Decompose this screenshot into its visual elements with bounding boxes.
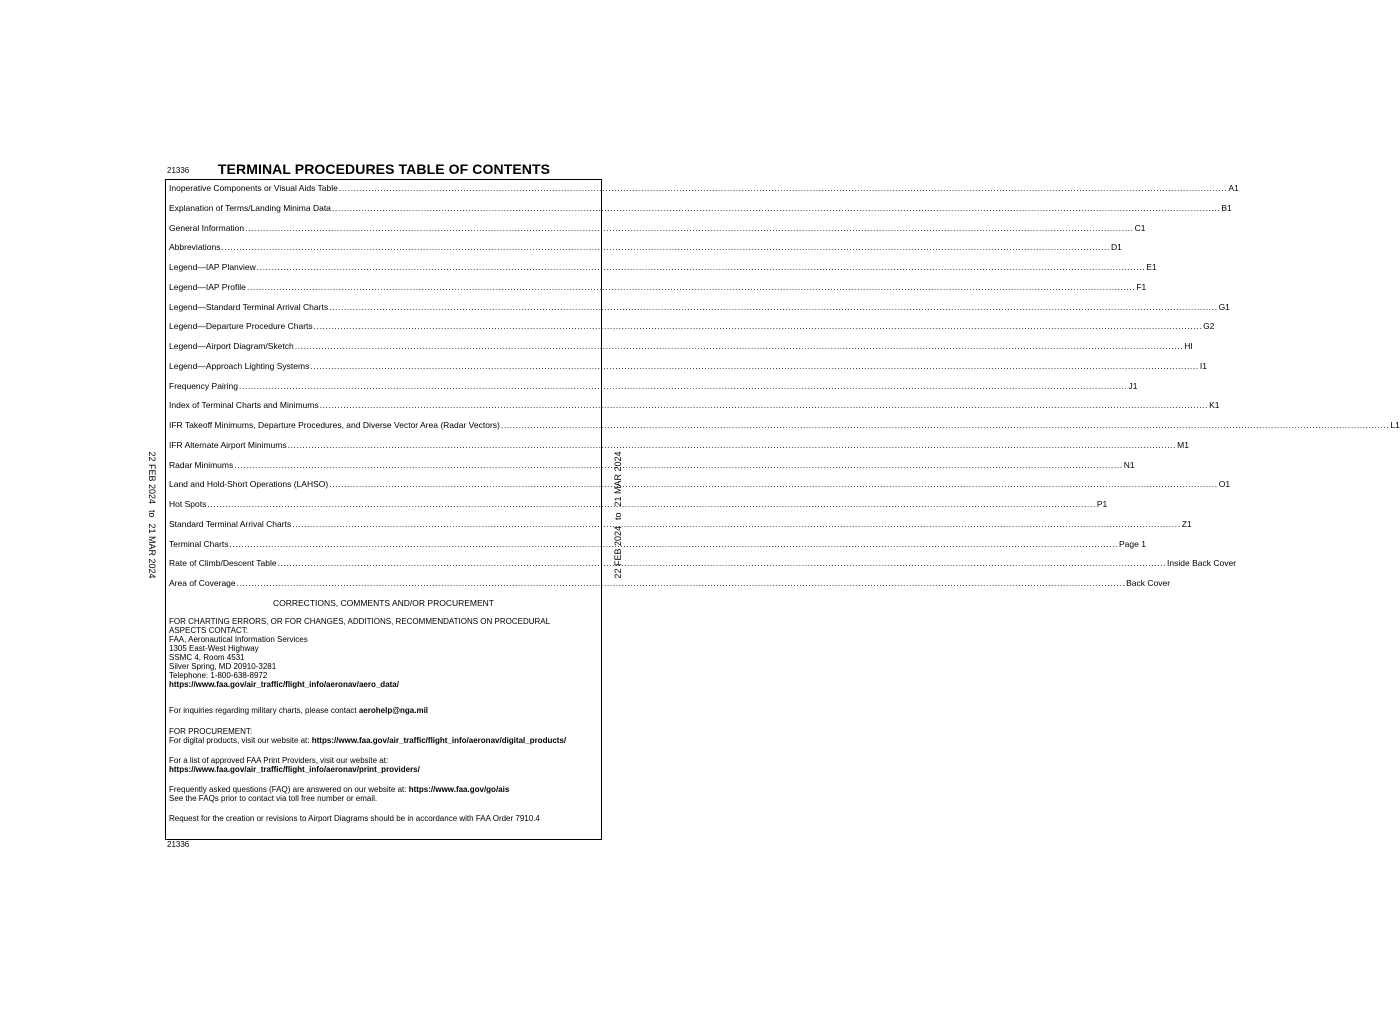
validity-start: 22 FEB 2024 [147, 451, 157, 504]
toc-row[interactable] [169, 281, 1147, 296]
toc-label: Inoperative Components or Visual Aids Table [169, 183, 338, 193]
faq-block [169, 785, 598, 803]
toc-leader-dots: ............................................................................................................................................................................................................................................................................................................ [294, 341, 1184, 351]
toc-leader-dots: ............................................................................................................................................................................................................................................................................................................ [245, 222, 1134, 233]
page-title: TERMINAL PROCEDURES TABLE OF CONTENTS [217, 161, 551, 177]
toc-page: Z1 [1181, 518, 1192, 529]
toc-label: Standard Terminal Arrival Charts [169, 518, 292, 529]
validity-end: 21 MAR 2024 [147, 523, 157, 579]
toc-label: Index of Terminal Charts and Minimums [169, 400, 319, 411]
toc-leader-dots: ............................................................................................................................................................................................................................................................................................................ [234, 459, 1123, 470]
toc-row[interactable] [169, 380, 1138, 395]
toc-page: N1 [1123, 459, 1135, 470]
toc-row[interactable] [169, 439, 1189, 454]
toc-label: Frequency Pairing [169, 380, 238, 391]
contact-intro-1: FOR CHARTING ERRORS, OR FOR CHANGES, ADDITIONS, RECOMMENDATIONS ON PROCEDURAL [169, 617, 551, 626]
toc-page: C1 [1134, 222, 1146, 233]
toc-leader-dots: ............................................................................................................................................................................................................................................................................................................ [236, 578, 1126, 588]
print-providers-block [169, 756, 598, 774]
toc-label: Area of Coverage [169, 578, 236, 588]
validity-dates-left [147, 435, 157, 595]
toc-page: I1 [1199, 360, 1207, 371]
toc-leader-dots: ............................................................................................................................................................................................................................................................................................................ [310, 360, 1199, 371]
toc-label: Explanation of Terms/Landing Minima Data [169, 202, 331, 213]
toc-label: Terminal Charts [169, 538, 229, 549]
aero-data-link[interactable]: https://www.faa.gov/air_traffic/flight_info/aeronav/aero_data/ [169, 680, 399, 689]
toc-row[interactable] [169, 183, 1239, 197]
toc-leader-dots: ............................................................................................................................................................................................................................................................................................................ [277, 558, 1167, 569]
toc-leader-dots: ............................................................................................................................................................................................................................................................................................................ [221, 242, 1110, 253]
digital-products-link[interactable]: https://www.faa.gov/air_traffic/flight_info/aeronav/digital_products/ [311, 736, 567, 745]
toc-page: K1 [1209, 400, 1220, 411]
toc-leader-dots: ............................................................................................................................................................................................................................................................................................................ [256, 262, 1146, 272]
toc-row[interactable] [169, 459, 1135, 474]
toc-row[interactable] [169, 242, 1122, 256]
toc-label: Legend—Airport Diagram/Sketch [169, 341, 294, 351]
toc-row[interactable] [169, 341, 1193, 355]
contact-intro-2: ASPECTS CONTACT: [169, 626, 248, 635]
toc-page: Back Cover [1126, 578, 1171, 588]
toc-label: Abbreviations [169, 242, 221, 253]
corrections-heading: CORRECTIONS, COMMENTS AND/OR PROCUREMENT [272, 598, 494, 608]
toc-page: D1 [1111, 242, 1122, 253]
contact-room: SSMC 4, Room 4531 [169, 653, 245, 662]
toc-label: Legend—IAP Profile [169, 281, 246, 292]
contact-street: 1305 East-West Highway [169, 644, 259, 653]
toc-leader-dots: ............................................................................................................................................................................................................................................................................................................ [313, 321, 1203, 332]
toc-leader-dots: ............................................................................................................................................................................................................................................................................................................ [500, 420, 1390, 430]
toc-page: Page 1 [1119, 538, 1146, 549]
toc-page: F1 [1136, 281, 1147, 292]
charting-contact [169, 617, 598, 689]
toc-leader-dots: ............................................................................................................................................................................................................................................................................................................ [246, 281, 1136, 292]
diagram-note: Request for the creation or revisions to Airport Diagrams should be in accordance with FAA Order 7910.4 [169, 814, 540, 823]
toc-row[interactable] [169, 538, 1146, 553]
providers-text: For a list of approved FAA Print Providers, visit our website at: [169, 756, 389, 765]
toc-row[interactable] [169, 518, 1192, 533]
toc-row[interactable] [169, 558, 1237, 572]
toc-page: G2 [1203, 321, 1215, 332]
toc-row[interactable] [169, 262, 1157, 276]
faq-link[interactable]: https://www.faa.gov/go/ais [408, 785, 510, 794]
digital-text: For digital products, visit our website at: [169, 736, 312, 745]
toc-page: A1 [1228, 183, 1239, 193]
toc-label: Legend—Departure Procedure Charts [169, 321, 313, 332]
toc-row[interactable] [169, 222, 1146, 237]
faq-note: See the FAQs prior to contact via toll free number or email. [169, 794, 378, 803]
toc-leader-dots: ............................................................................................................................................................................................................................................................................................................ [292, 518, 1181, 529]
procurement-block [169, 727, 598, 745]
toc-page: HI [1184, 341, 1193, 351]
toc-label: Legend—Approach Lighting Systems [169, 360, 310, 371]
toc-page: L1 [1390, 420, 1400, 430]
toc-label: Legend—IAP Planview [169, 262, 256, 272]
toc-row[interactable] [169, 301, 1230, 316]
military-contact [169, 706, 598, 715]
military-email-link[interactable]: aerohelp@nga.mil [358, 706, 429, 715]
toc-page: P1 [1096, 499, 1108, 509]
toc-label: Hot Spots [169, 499, 207, 509]
toc-label: Radar Minimums [169, 459, 234, 470]
page-code-bottom: 21336 [167, 840, 190, 849]
toc-leader-dots: ............................................................................................................................................................................................................................................................................................................ [329, 479, 1218, 490]
toc-page: G1 [1218, 301, 1230, 312]
validity-to: to [147, 509, 157, 518]
toc-label: IFR Alternate Airport Minimums [169, 439, 287, 450]
toc-page: J1 [1128, 380, 1138, 391]
toc-leader-dots: ............................................................................................................................................................................................................................................................................................................ [207, 499, 1096, 509]
faq-text: Frequently asked questions (FAQ) are answered on our website at: [169, 785, 409, 794]
toc-leader-dots: ............................................................................................................................................................................................................................................................................................................ [329, 301, 1218, 312]
military-text: For inquiries regarding military charts, please contact [169, 706, 359, 715]
procurement-heading: FOR PROCUREMENT: [169, 727, 253, 736]
toc-label: Land and Hold-Short Operations (LAHSO) [169, 479, 329, 490]
toc-row[interactable] [169, 321, 1215, 335]
toc-label: IFR Takeoff Minimums, Departure Procedures, and Diverse Vector Area (Radar Vectors) [169, 420, 500, 430]
toc-leader-dots: ............................................................................................................................................................................................................................................................................................................ [338, 183, 1228, 193]
toc-label: Legend—Standard Terminal Arrival Charts [169, 301, 329, 312]
toc-page: Inside Back Cover [1167, 558, 1237, 569]
contact-org: FAA, Aeronautical Information Services [169, 635, 308, 644]
page-code-top: 21336 [167, 166, 190, 175]
toc-row[interactable] [169, 499, 1108, 513]
toc-leader-dots: ............................................................................................................................................................................................................................................................................................................ [287, 439, 1177, 450]
contact-phone: Telephone: 1-800-638-8972 [169, 671, 268, 680]
toc-page: M1 [1177, 439, 1189, 450]
toc-leader-dots: ............................................................................................................................................................................................................................................................................................................ [229, 538, 1119, 549]
contact-city: Silver Spring, MD 20910-3281 [169, 662, 277, 671]
toc-page: O1 [1218, 479, 1231, 490]
validity-to: to [613, 512, 623, 521]
toc-row[interactable] [169, 479, 1231, 493]
validity-end: 21 MAR 2024 [613, 451, 623, 507]
toc-leader-dots: ............................................................................................................................................................................................................................................................................................................ [319, 400, 1209, 411]
toc-row[interactable] [169, 400, 1220, 414]
toc-row[interactable] [169, 202, 1232, 217]
print-providers-link[interactable]: https://www.faa.gov/air_traffic/flight_info/aeronav/print_providers/ [169, 765, 420, 774]
validity-start: 22 FEB 2024 [613, 526, 623, 579]
toc-leader-dots: ............................................................................................................................................................................................................................................................................................................ [331, 202, 1221, 213]
toc-page: B1 [1221, 202, 1232, 213]
toc-row[interactable] [169, 420, 1400, 434]
toc-row[interactable] [169, 360, 1207, 375]
toc-label: Rate of Climb/Descent Table [169, 558, 277, 569]
toc-label: General Information [169, 222, 245, 233]
toc-leader-dots: ............................................................................................................................................................................................................................................................................................................ [238, 380, 1128, 391]
toc-page: E1 [1146, 262, 1157, 272]
toc-row[interactable] [169, 578, 1171, 592]
